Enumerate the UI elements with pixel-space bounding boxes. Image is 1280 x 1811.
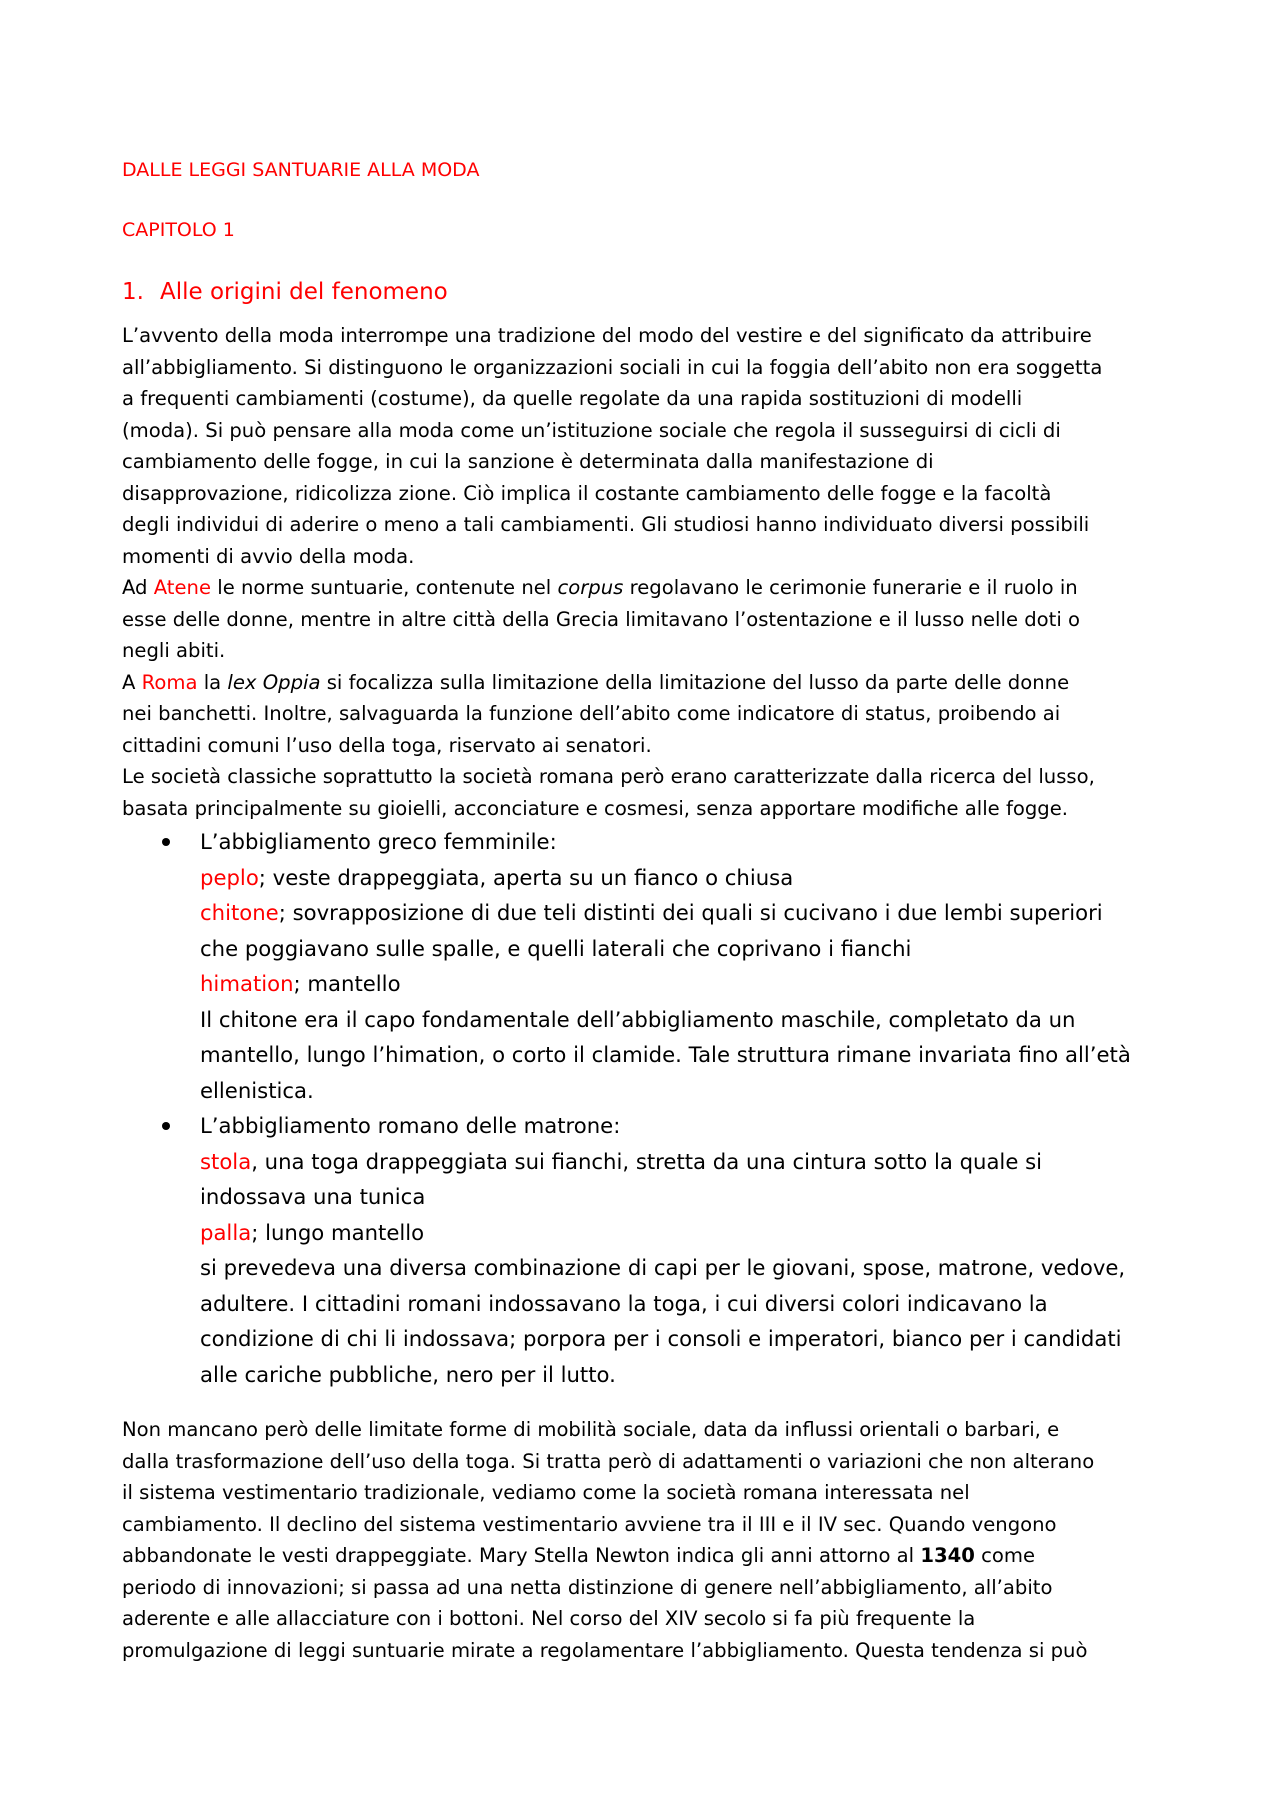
text-line: all’abbigliamento. Si distinguono le organizzazioni sociali in cui la foggia dell’abito non era soggetta: [122, 355, 1103, 379]
term-line: [200, 966, 1163, 1002]
term-definition: ; veste drappeggiata, aperta su un fianco o chiusa: [258, 864, 794, 890]
text-line: alle cariche pubbliche, nero per il lutto.: [200, 1361, 616, 1387]
text-fragment: abbandonate le vesti drappeggiate. Mary Stella Newton indica gli anni attorno al: [122, 1544, 921, 1567]
text-line: ellenistica.: [200, 1077, 314, 1103]
text-line: nei banchetti. Inoltre, salvaguarda la funzione dell’abito come indicatore di status, proibendo ai: [122, 702, 1061, 725]
bold-year: 1340: [920, 1544, 975, 1567]
text-line: cambiamento. Il declino del sistema vestimentario avviene tra il III e il IV sec. Quando vengono: [122, 1512, 1057, 1536]
term-stola: stola: [200, 1148, 252, 1174]
list-item-greco: [122, 824, 1163, 1108]
text-line: condizione di chi li indossava; porpora per i consoli e imperatori, bianco per i candidati: [200, 1326, 1122, 1351]
term-definition: ; mantello: [293, 971, 401, 996]
text-line: cambiamento delle fogge, in cui la sanzione è determinata dalla manifestazione di: [122, 450, 934, 473]
highlight-atene: Atene: [153, 576, 212, 599]
text-line: momenti di avvio della moda.: [122, 544, 415, 568]
chapter-label: CAPITOLO 1: [122, 219, 235, 241]
italic-term: lex Oppia: [227, 670, 321, 694]
text-line: adultere. I cittadini romani indossavano la toga, i cui diversi colori indicavano la: [200, 1290, 1048, 1316]
term-definition: ; lungo mantello: [251, 1219, 425, 1245]
text-fragment: le norme suntuarie, contenute nel: [211, 576, 558, 599]
term-palla: palla: [200, 1219, 252, 1245]
section-title: Alle origini del fenomeno: [160, 279, 448, 305]
term-definition: , una toga drappeggiata sui fianchi, stretta da una cintura sotto la quale si: [251, 1148, 1043, 1174]
text-fragment: A: [122, 670, 142, 694]
list-item-heading: L’abbigliamento greco femminile:: [200, 829, 557, 854]
text-line: esse delle donne, mentre in altre città della Grecia limitavano l’ostentazione e il lusso nelle doti o: [122, 607, 1080, 631]
term-himation: himation: [200, 971, 294, 996]
roma-line: [122, 667, 1163, 699]
closing-paragraph: [122, 1414, 1163, 1666]
text-fragment: la: [197, 670, 228, 694]
text-line: basata principalmente su gioielli, acconciature e cosmesi, senza apportare modifiche alle fogge.: [122, 796, 1068, 820]
text-line: disapprovazione, ridicolizza zione. Ciò implica il costante cambiamento delle fogge e la facoltà: [122, 481, 1052, 505]
text-line: Le società classiche soprattutto la società romana però erano caratterizzate dalla ricerca del lusso,: [122, 765, 1095, 788]
document-title: DALLE LEGGI SANTUARIE ALLA MODA: [122, 159, 480, 181]
text-line: promulgazione di leggi suntuarie mirate a regolamentare l’abbigliamento. Questa tendenza si può: [122, 1638, 1088, 1662]
text-line: [122, 1540, 1163, 1572]
bullet-icon: [162, 838, 170, 846]
text-line: aderente e alle allacciature con i bottoni. Nel corso del XIV secolo si fa più frequente la: [122, 1607, 976, 1630]
text-fragment: si focalizza sulla limitazione della limitazione del lusso da parte delle donne: [320, 670, 1070, 694]
text-fragment: Ad: [122, 576, 154, 599]
text-line: periodo di innovazioni; si passa ad una netta distinzione di genere nell’abbigliamento, all’abito: [122, 1575, 1053, 1599]
term-line: [200, 895, 1163, 931]
term-chitone: chitone: [200, 900, 279, 925]
text-line: si prevedeva una diversa combinazione di capi per le giovani, spose, matrone, vedove,: [200, 1255, 1126, 1280]
clothing-list: [122, 824, 1163, 1392]
text-line: Non mancano però delle limitate forme di mobilità sociale, data da influssi orientali o barbari, e: [122, 1418, 1060, 1441]
list-item-romano: [122, 1108, 1163, 1392]
bullet-icon: [162, 1122, 170, 1130]
text-line: Il chitone era il capo fondamentale dell’abbigliamento maschile, completato da un: [200, 1006, 1076, 1032]
highlight-roma: Roma: [141, 670, 198, 694]
atene-line: [122, 572, 1163, 604]
text-line: mantello, lungo l’himation, o corto il clamide. Tale struttura rimane invariata fino all’età: [200, 1042, 1131, 1067]
term-peplo: peplo: [200, 864, 259, 890]
text-line: a frequenti cambiamenti (costume), da quelle regolate da una rapida sostituzioni di modelli: [122, 387, 1023, 410]
term-line: [200, 1215, 1163, 1251]
section-heading: [122, 278, 1163, 306]
text-line: indossava una tunica: [200, 1184, 426, 1209]
italic-term: corpus: [557, 576, 624, 599]
term-definition: ; sovrapposizione di due teli distinti dei quali si cucivano i due lembi superiori: [278, 900, 1103, 925]
text-line: dalla trasformazione dell’uso della toga. Si tratta però di adattamenti o variazioni che non alterano: [122, 1449, 1095, 1473]
text-fragment: regolavano le cerimonie funerarie e il ruolo in: [623, 576, 1078, 599]
text-line: degli individui di aderire o meno a tali cambiamenti. Gli studiosi hanno individuato diversi possibili: [122, 513, 1090, 536]
text-fragment: come: [974, 1544, 1036, 1567]
text-line: che poggiavano sulle spalle, e quelli laterali che coprivano i fianchi: [200, 935, 912, 961]
section-number: 1.: [122, 279, 144, 305]
text-line: il sistema vestimentario tradizionale, vediamo come la società romana interessata nel: [122, 1481, 970, 1504]
text-line: cittadini comuni l’uso della toga, riservato ai senatori.: [122, 733, 652, 757]
text-line: (moda). Si può pensare alla moda come un’istituzione sociale che regola il susseguirsi di cicli di: [122, 418, 1061, 442]
text-line: L’avvento della moda interrompe una tradizione del modo del vestire e del significato da attribuire: [122, 324, 1092, 347]
list-item-heading: L’abbigliamento romano delle matrone:: [200, 1113, 621, 1138]
term-line: [200, 860, 1163, 896]
term-line: [200, 1144, 1163, 1180]
text-line: negli abiti.: [122, 639, 226, 662]
intro-paragraph: [122, 320, 1163, 824]
